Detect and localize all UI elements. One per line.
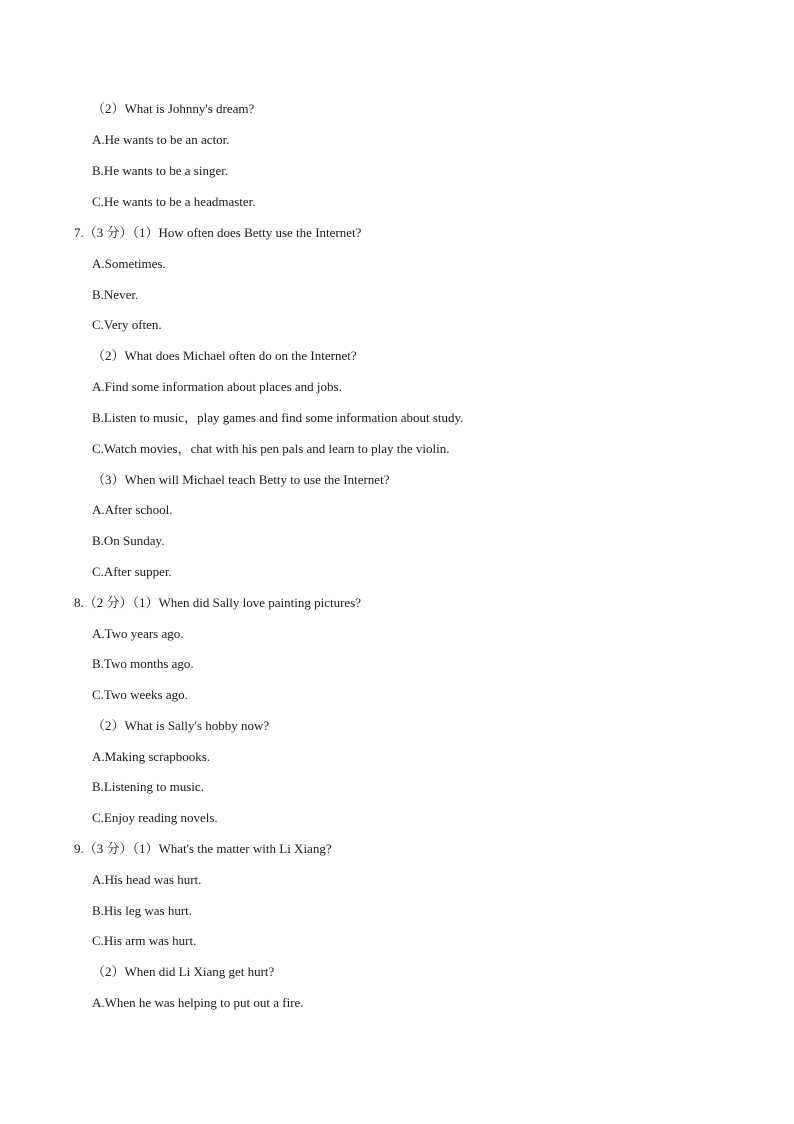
option-8-1-b: B.Two months ago. bbox=[92, 656, 194, 671]
option-7-1-c: C.Very often. bbox=[92, 317, 162, 332]
option-8-2-b: B.Listening to music. bbox=[92, 779, 204, 794]
sub-question-7-3: （3）When will Michael teach Betty to use the Internet? bbox=[92, 472, 390, 487]
sub-question-9-2: （2）When did Li Xiang get hurt? bbox=[92, 964, 275, 979]
option-7-3-c: C.After supper. bbox=[92, 564, 172, 579]
sub-question-6-2: （2）What is Johnny's dream? bbox=[92, 101, 255, 116]
option-9-1-c: C.His arm was hurt. bbox=[92, 933, 197, 948]
option-6-2-c: C.He wants to be a headmaster. bbox=[92, 194, 256, 209]
option-7-1-b: B.Never. bbox=[92, 287, 139, 302]
question-8-heading: 8.（2 分）（1）When did Sally love painting pictures? bbox=[74, 595, 362, 610]
option-7-3-a: A.After school. bbox=[92, 502, 173, 517]
option-7-2-a: A.Find some information about places and jobs. bbox=[92, 379, 342, 394]
option-7-1-a: A.Sometimes. bbox=[92, 256, 166, 271]
option-8-1-c: C.Two weeks ago. bbox=[92, 687, 188, 702]
option-7-2-b: B.Listen to music，play games and find some information about study. bbox=[92, 410, 464, 425]
sub-question-7-2: （2）What does Michael often do on the Internet? bbox=[92, 348, 357, 363]
question-9-heading: 9.（3 分）（1）What's the matter with Li Xiang? bbox=[74, 841, 332, 856]
question-7-heading: 7.（3 分）（1）How often does Betty use the Internet? bbox=[74, 225, 362, 240]
option-7-2-c: C.Watch movies，chat with his pen pals and learn to play the violin. bbox=[92, 441, 450, 456]
option-8-2-c: C.Enjoy reading novels. bbox=[92, 810, 218, 825]
option-8-2-a: A.Making scrapbooks. bbox=[92, 749, 211, 764]
option-9-1-b: B.His leg was hurt. bbox=[92, 903, 193, 918]
option-8-1-a: A.Two years ago. bbox=[92, 626, 184, 641]
option-9-2-a: A.When he was helping to put out a fire. bbox=[92, 995, 304, 1010]
option-7-3-b: B.On Sunday. bbox=[92, 533, 165, 548]
option-6-2-a: A.He wants to be an actor. bbox=[92, 132, 230, 147]
sub-question-8-2: （2）What is Sally's hobby now? bbox=[92, 718, 270, 733]
option-6-2-b: B.He wants to be a singer. bbox=[92, 163, 229, 178]
option-9-1-a: A.His head was hurt. bbox=[92, 872, 202, 887]
